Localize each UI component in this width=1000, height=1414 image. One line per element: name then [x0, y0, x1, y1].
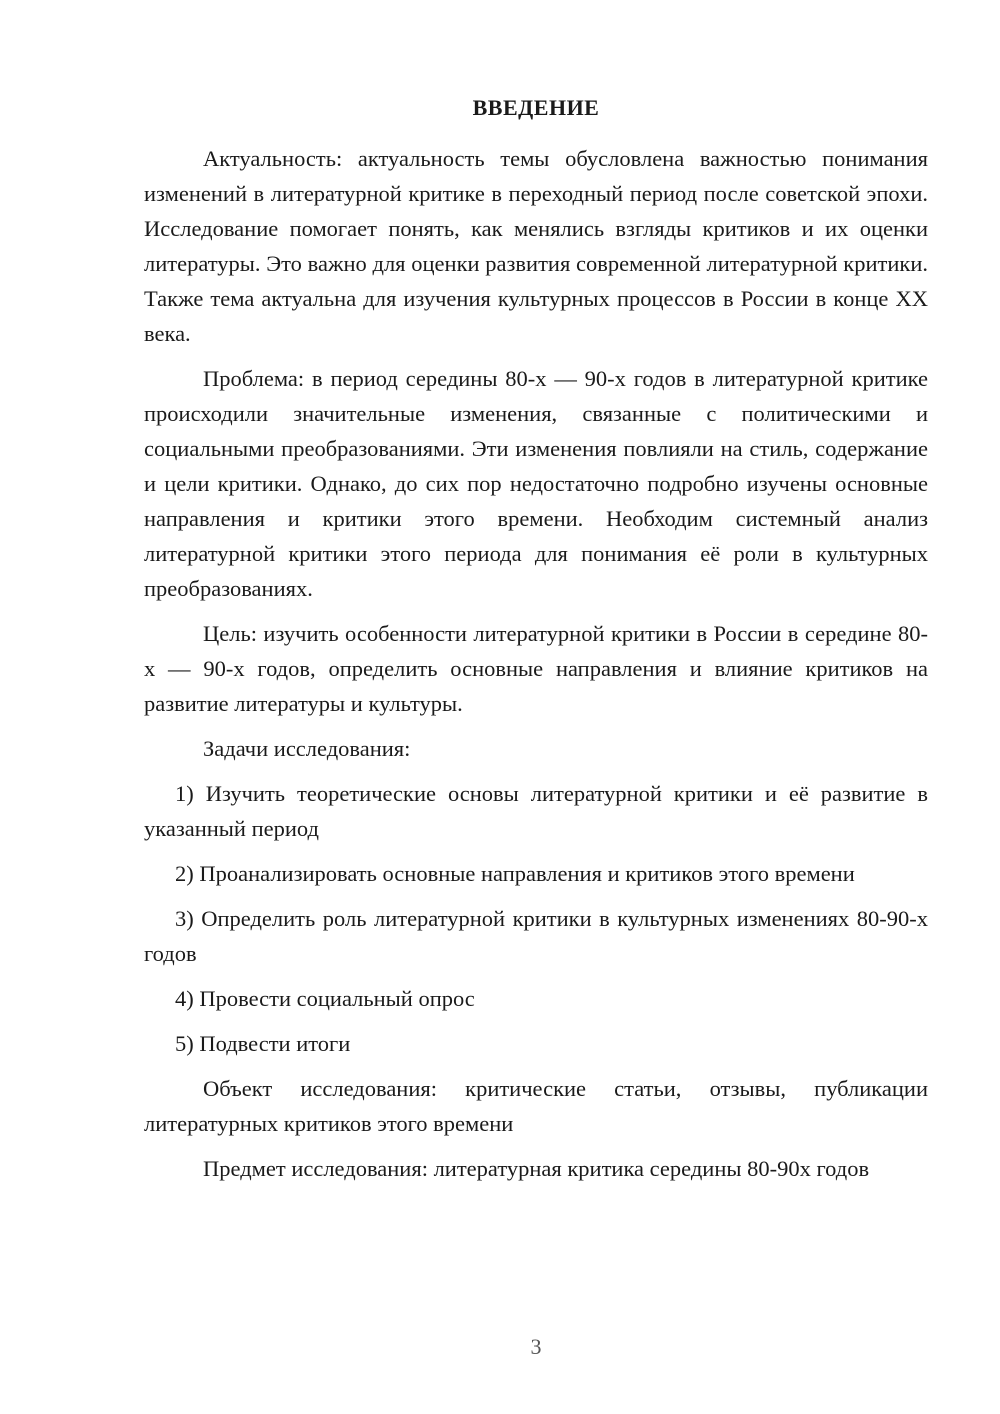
tasks-heading: Задачи исследования:: [203, 736, 411, 761]
task-item-3: 3) Определить роль литературной критики в культурных изменениях 80-90-х годов: [144, 906, 928, 966]
page-heading: ВВЕДЕНИЕ: [472, 95, 600, 120]
problem-paragraph: Проблема: в период середины 80-х — 90-х годов в литературной критике происходили значительные изменения, связанные с политическими и социальными преобразованиями. Эти изменения повлияли на стиль, содержание и цели критики. Однако, до сих пор недостаточно подробно изучены основные направления и критики этого времени. Необходим системный анализ литературной критики этого периода для понимания её роли в культурных преобразованиях.: [144, 366, 928, 601]
task-item-2: 2) Проанализировать основные направления и критиков этого времени: [175, 861, 855, 886]
task-item-5: 5) Подвести итоги: [175, 1031, 351, 1056]
task-item-4: 4) Провести социальный опрос: [175, 986, 475, 1011]
page-number: 3: [530, 1334, 542, 1359]
document-body: [144, 141, 928, 1196]
object-paragraph: Объект исследования: критические статьи, отзывы, публикации литературных критиков этого времени: [144, 1076, 928, 1136]
subject-paragraph: Предмет исследования: литературная критика середины 80-90х годов: [203, 1156, 870, 1181]
task-item-1: 1) Изучить теоретические основы литературной критики и её развитие в указанный период: [144, 781, 928, 841]
goal-paragraph: Цель: изучить особенности литературной критики в России в середине 80-х — 90-х годов, определить основные направления и влияние критиков на развитие литературы и культуры.: [144, 621, 928, 716]
relevance-paragraph: Актуальность: актуальность темы обусловлена важностью понимания изменений в литературной критике в переходный период после советской эпохи. Исследование помогает понять, как менялись взгляды критиков и их оценки литературы. Это важно для оценки развития современной литературной критики. Также тема актуальна для изучения культурных процессов в России в конце XX века.: [144, 146, 928, 346]
